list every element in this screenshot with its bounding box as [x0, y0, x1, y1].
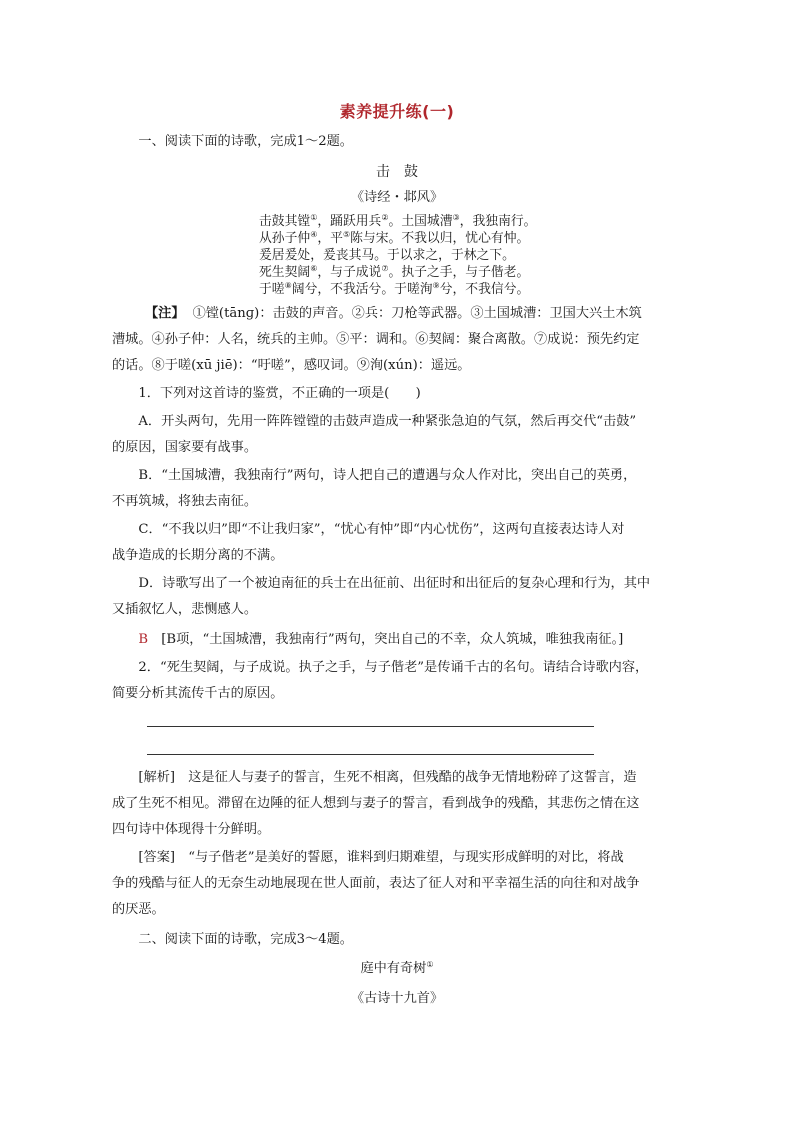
- note-line-3: 的话。⑧于嗟(xū jiē)：“吁嗟”，感叹词。⑨洵(xún)：遥远。: [112, 358, 471, 373]
- poem1-body: [259, 213, 536, 298]
- q1-option-b-line2: 不再筑城，将独去南征。: [112, 494, 258, 509]
- answer-blank-line-1: [147, 726, 594, 727]
- poem2-title: 庭中有奇树①: [360, 960, 434, 976]
- answer-label: [答案]: [138, 850, 176, 865]
- q1-option-d-line1: D．诗歌写出了一个被迫南征的兵士在出征前、出征时和出征后的复杂心理和行为，其中: [138, 576, 651, 591]
- q2-analysis-line3: 四句诗中体现得十分鲜明。: [112, 822, 271, 837]
- q1-answer-text: [B项，“土国城漕，我独南行”两句，突出自己的不幸，众人筑城，唯独我南征。]: [161, 632, 624, 647]
- poem-line: 爰居爰处，爰丧其马。于以求之，于林之下。: [259, 248, 515, 263]
- q1-option-d-line2: 又插叙忆人，悲恻感人。: [112, 602, 258, 617]
- q1-option-a-line2: 的原因，国家要有战事。: [112, 440, 258, 455]
- q1-option-c-line1: C．“不我以归”即“不让我归家”，“忧心有忡”即“内心忧伤”，这两句直接表达诗人对: [138, 522, 625, 537]
- q1-answer: [112, 627, 682, 653]
- analysis-label: [解析]: [138, 770, 176, 785]
- note-line-1: 【注】 ①镗(tānɡ)：击鼓的声音。②兵：刀枪等武器。③土国城漕：卫国大兴土木筑: [145, 306, 642, 321]
- q2-answer-line1: [答案] “与子偕老”是美好的誓愿，谁料到归期难望，与现实形成鲜明的对比，将战: [138, 850, 624, 865]
- poem1-source: 《诗经・邶风》: [350, 190, 444, 205]
- q2-stem-line2: 简要分析其流传千古的原因。: [112, 686, 284, 701]
- section2-instruction: 二、阅读下面的诗歌，完成3～4题。: [138, 932, 353, 947]
- q2-stem-line1: 2．“死生契阔，与子成说。执子之手，与子偕老”是传诵千古的名句。请结合诗歌内容，: [138, 660, 649, 675]
- poem-line: 从孙子仲④，平⑤陈与宋。不我以归，忧心有忡。: [259, 230, 530, 246]
- q1-option-b-line1: B．“土国城漕，我独南行”两句，诗人把自己的遭遇与众人作对比，突出自己的英勇，: [138, 468, 637, 483]
- poem1-title: 击 鼓: [376, 164, 418, 180]
- q1-option-a-line1: A．开头两句，先用一阵阵镗镗的击鼓声造成一种紧张急迫的气氛，然后再交代“击鼓”: [138, 414, 637, 429]
- poem-line: 于嗟⑧阔兮，不我活兮。于嗟洵⑨兮，不我信兮。: [259, 281, 530, 297]
- section1-instruction: 一、阅读下面的诗歌，完成1～2题。: [138, 134, 353, 149]
- q1-stem: 1．下列对这首诗的鉴赏，不正确的一项是( ): [138, 386, 421, 401]
- answer-blank-line-2: [147, 754, 594, 755]
- q2-answer-line2: 争的残酷与征人的无奈生动地展现在世人面前，表达了征人对和平幸福生活的向往和对战争: [112, 876, 640, 891]
- note-line-2: 漕城。④孙子仲：人名，统兵的主帅。⑤平：调和。⑥契阔：聚合离散。⑦成说：预先约定: [112, 332, 640, 347]
- q1-answer-letter: B: [138, 632, 149, 647]
- q1-option-c-line2: 战争造成的长期分离的不满。: [112, 548, 284, 563]
- q2-answer-line3: 的厌恶。: [112, 902, 165, 917]
- q2-analysis-line2: 成了生死不相见。滞留在边陲的征人想到与妻子的誓言，看到战争的残酷，其悲伤之情在这: [112, 796, 640, 811]
- poem-line: 击鼓其镗①，踊跃用兵②。土国城漕③，我独南行。: [259, 213, 537, 229]
- q2-analysis-line1: [解析] 这是征人与妻子的誓言，生死不相离，但残酷的战争无情地粉碎了这誓言，造: [138, 770, 637, 785]
- page-title: 素养提升练(一): [339, 102, 455, 121]
- poem-line: 死生契阔⑥，与子成说⑦。执子之手，与子偕老。: [259, 264, 530, 280]
- note-label: 【注】: [145, 306, 185, 321]
- poem2-source: 《古诗十九首》: [350, 991, 444, 1006]
